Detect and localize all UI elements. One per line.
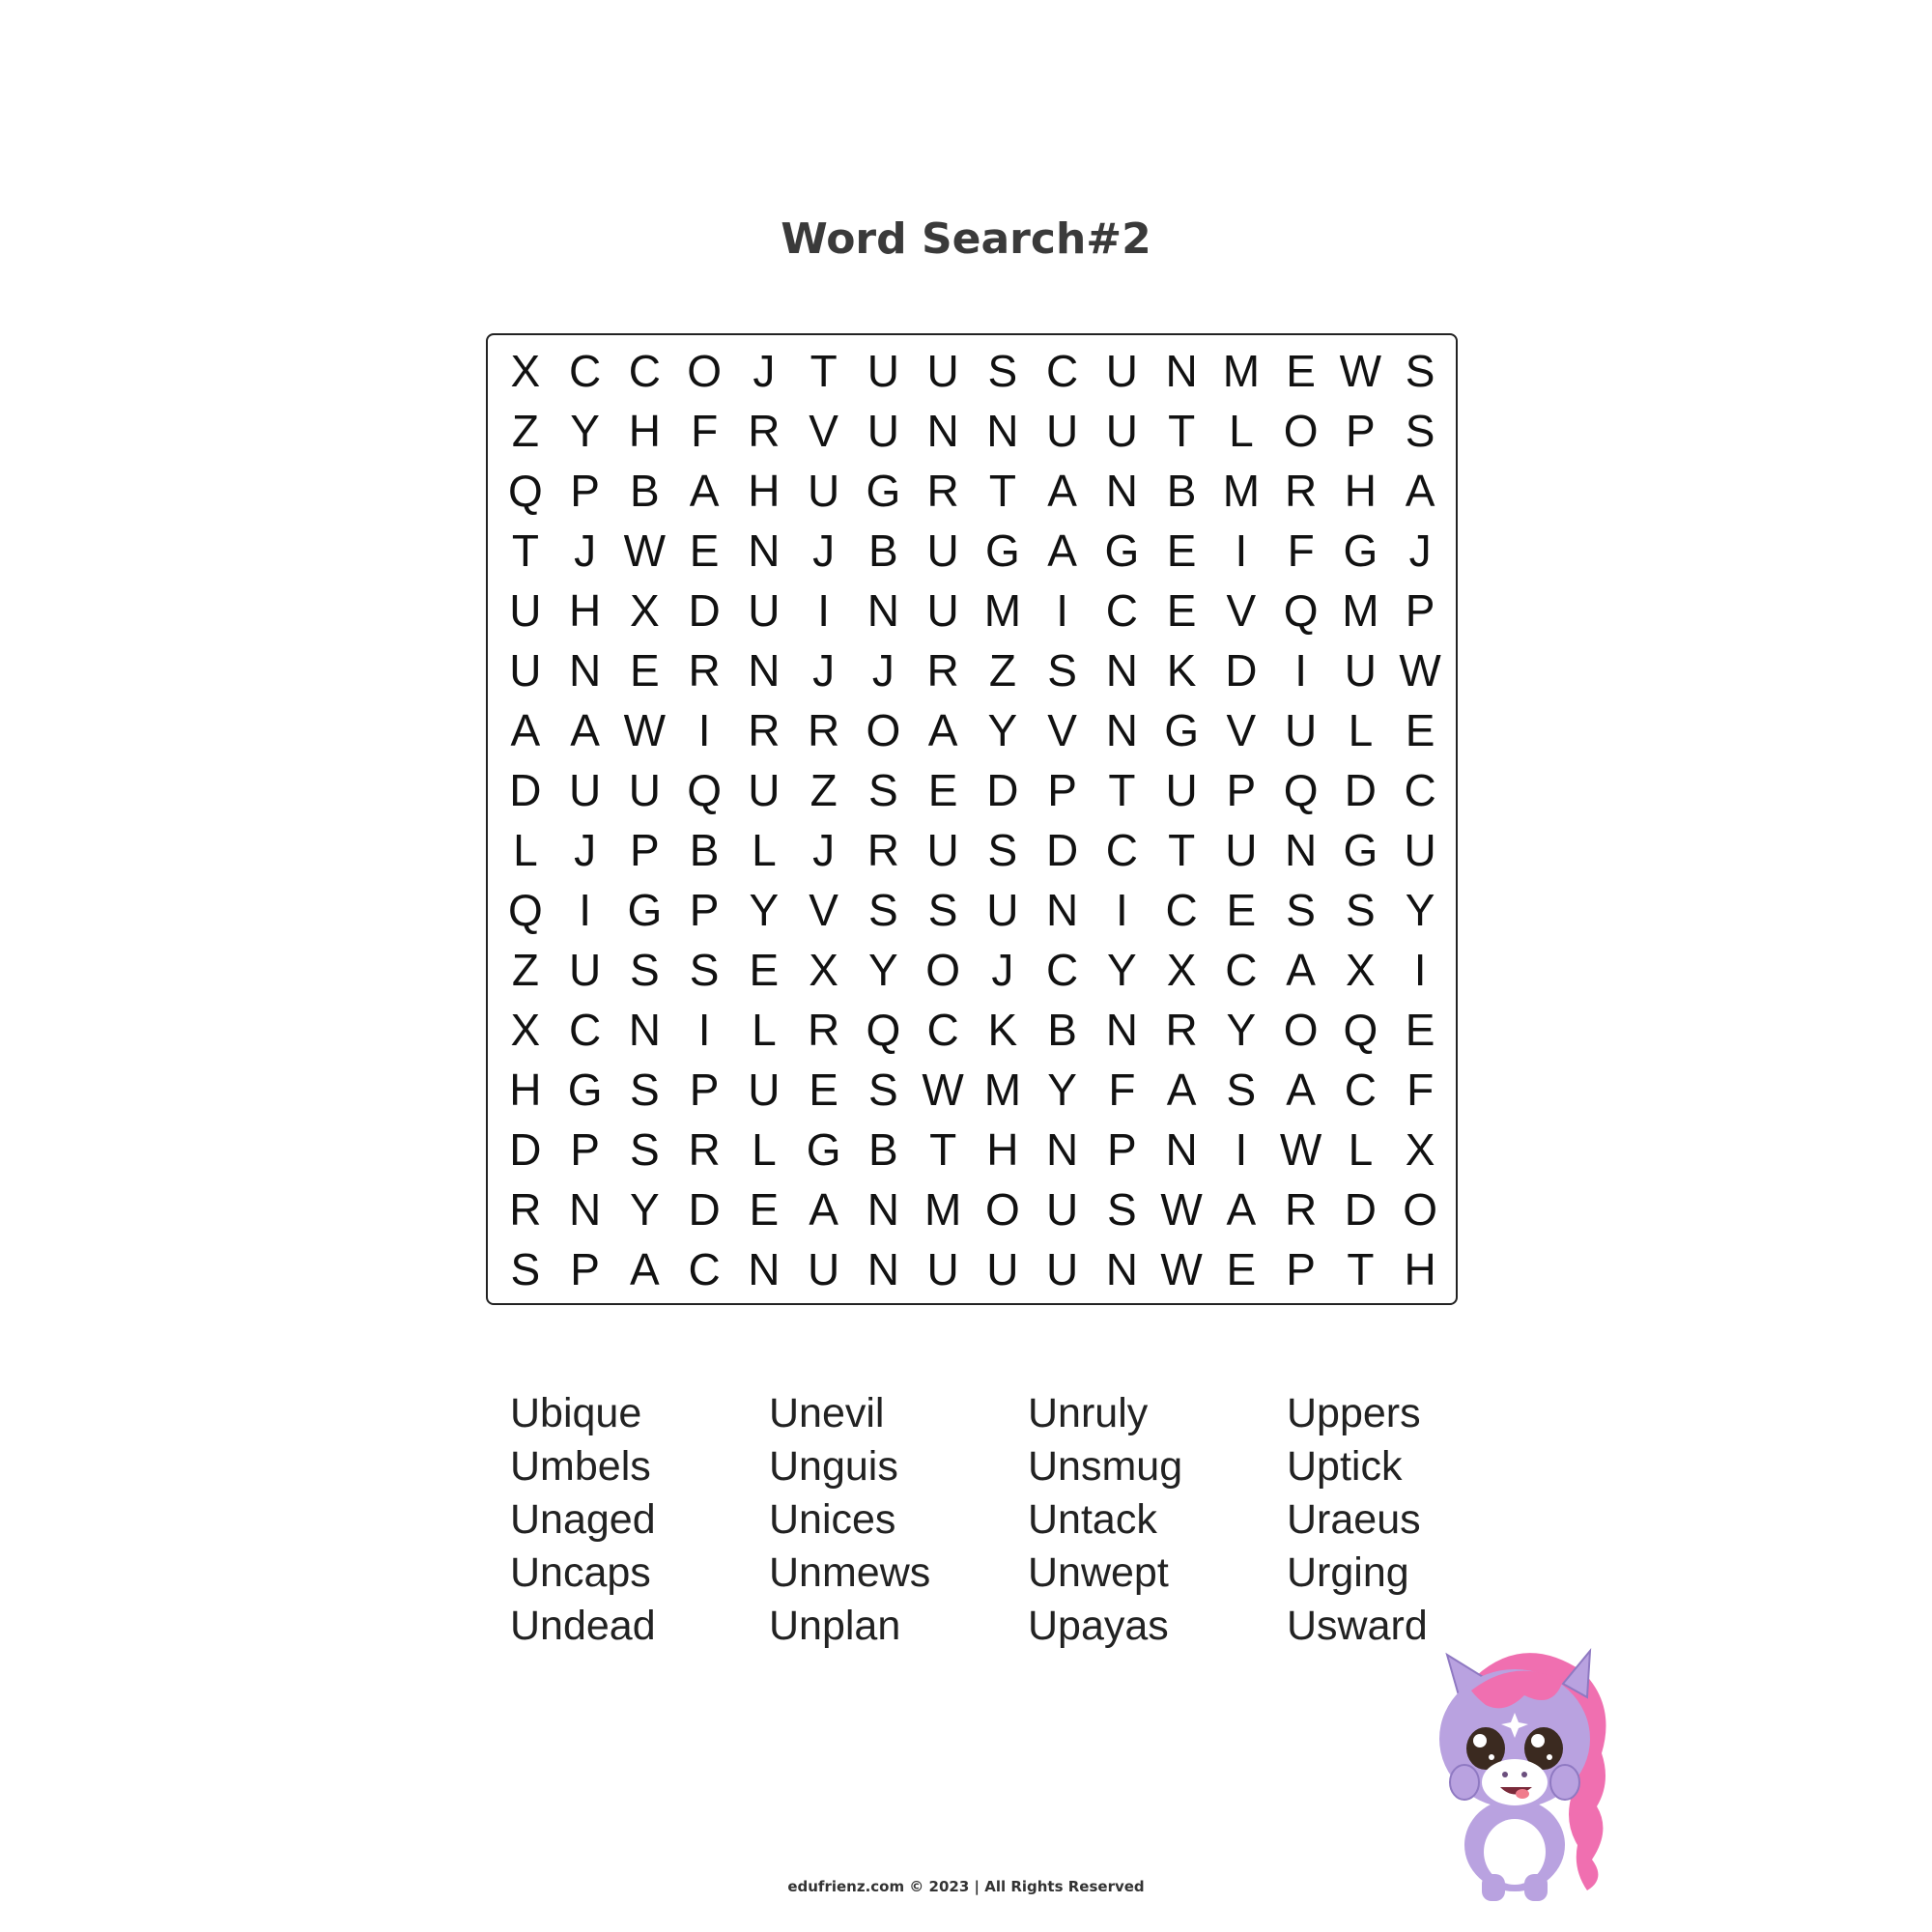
- grid-cell: I: [1115, 885, 1128, 935]
- grid-cell: C: [926, 1005, 959, 1055]
- grid-cell: P: [1226, 765, 1257, 815]
- grid-cell: U: [628, 765, 661, 815]
- grid-cell: D: [1344, 1184, 1377, 1235]
- grid-cell: R: [926, 645, 959, 696]
- grid-cell: P: [570, 1124, 600, 1175]
- grid-cell: C: [1344, 1065, 1377, 1115]
- grid-cell: I: [1235, 526, 1248, 576]
- grid-cell: S: [510, 1244, 541, 1294]
- grid-cell: I: [1056, 585, 1069, 636]
- grid-cell: L: [752, 1005, 777, 1055]
- grid-cell: U: [748, 1065, 781, 1115]
- word-list-item: Usward: [1287, 1603, 1428, 1649]
- grid-cell: U: [569, 765, 602, 815]
- grid-cell: N: [628, 1005, 661, 1055]
- grid-cell: I: [1413, 945, 1427, 995]
- grid-cell: Z: [810, 765, 838, 815]
- grid-cell: U: [1046, 1244, 1079, 1294]
- letter-grid: [486, 333, 1458, 1305]
- grid-cell: R: [926, 466, 959, 516]
- grid-cell: E: [927, 765, 958, 815]
- grid-cell: T: [1168, 825, 1196, 875]
- grid-cell: H: [1344, 466, 1377, 516]
- grid-cell: R: [808, 705, 840, 755]
- grid-cell: N: [748, 645, 781, 696]
- grid-cell: U: [808, 466, 840, 516]
- word-list: [510, 1387, 1553, 1653]
- grid-cell: E: [1226, 1244, 1257, 1294]
- grid-cell: T: [988, 466, 1016, 516]
- grid-cell: B: [1166, 466, 1197, 516]
- grid-cell: A: [809, 1184, 838, 1235]
- grid-cell: N: [867, 1184, 899, 1235]
- grid-cell: S: [868, 885, 898, 935]
- grid-cell: C: [1105, 585, 1138, 636]
- grid-cell: R: [1165, 1005, 1198, 1055]
- grid-cell: S: [987, 346, 1018, 396]
- grid-cell: W: [1160, 1244, 1203, 1294]
- grid-cell: U: [1046, 1184, 1079, 1235]
- grid-cell: A: [1166, 1065, 1197, 1115]
- grid-cell: N: [1105, 1244, 1138, 1294]
- grid-cell: R: [1285, 466, 1318, 516]
- grid-cell: Y: [630, 1184, 660, 1235]
- word-list-item: Uptick: [1287, 1443, 1403, 1490]
- word-list-item: Unevil: [769, 1390, 885, 1436]
- grid-cell: R: [748, 705, 781, 755]
- grid-cell: U: [1225, 825, 1258, 875]
- grid-cell: F: [691, 406, 719, 456]
- grid-cell: Y: [1226, 1005, 1257, 1055]
- grid-cell: N: [569, 645, 602, 696]
- grid-cell: W: [623, 705, 667, 755]
- grid-cell: S: [1047, 645, 1077, 696]
- word-list-item: Unruly: [1028, 1390, 1149, 1436]
- grid-cell: T: [511, 526, 539, 576]
- grid-cell: I: [697, 1005, 711, 1055]
- grid-cell: Y: [987, 705, 1018, 755]
- grid-cell: Y: [749, 885, 780, 935]
- grid-cell: V: [1226, 585, 1257, 636]
- grid-cell: T: [929, 1124, 957, 1175]
- grid-cell: E: [1405, 705, 1435, 755]
- grid-cell: O: [925, 945, 961, 995]
- grid-cell: B: [868, 1124, 898, 1175]
- grid-cell: Z: [511, 945, 539, 995]
- grid-cell: E: [1226, 885, 1257, 935]
- grid-cell: P: [1047, 765, 1077, 815]
- grid-cell: V: [1047, 705, 1077, 755]
- grid-cell: P: [1286, 1244, 1316, 1294]
- copyright-footer: edufrienz.com © 2023 | All Rights Reserved: [787, 1878, 1145, 1895]
- grid-cell: W: [1399, 645, 1441, 696]
- grid-cell: O: [1283, 406, 1319, 456]
- word-list-item: Unmews: [769, 1549, 931, 1596]
- grid-cell: S: [1405, 406, 1435, 456]
- grid-cell: V: [1226, 705, 1257, 755]
- grid-cell: G: [1343, 825, 1378, 875]
- grid-cell: X: [510, 346, 541, 396]
- grid-cell: N: [1105, 1005, 1138, 1055]
- grid-cell: H: [628, 406, 661, 456]
- grid-cell: C: [569, 346, 602, 396]
- grid-cell: T: [1108, 765, 1136, 815]
- grid-cell: O: [1283, 1005, 1319, 1055]
- grid-cell: S: [1405, 346, 1435, 396]
- grid-cell: N: [1165, 346, 1198, 396]
- grid-cell: Q: [866, 1005, 901, 1055]
- grid-cell: Q: [507, 466, 543, 516]
- grid-cell: G: [866, 466, 901, 516]
- grid-cell: G: [1104, 526, 1140, 576]
- grid-cell: R: [688, 1124, 721, 1175]
- grid-cell: U: [748, 585, 781, 636]
- word-list-item: Ubique: [510, 1390, 642, 1436]
- grid-cell: D: [509, 765, 542, 815]
- grid-cell: L: [752, 825, 777, 875]
- word-list-item: Unsmug: [1028, 1443, 1183, 1490]
- grid-cell: U: [1165, 765, 1198, 815]
- grid-cell: S: [868, 1065, 898, 1115]
- grid-cell: U: [1285, 705, 1318, 755]
- grid-cell: H: [509, 1065, 542, 1115]
- grid-cell: X: [1405, 1124, 1435, 1175]
- grid-cell: U: [1404, 825, 1436, 875]
- grid-cell: N: [569, 1184, 602, 1235]
- grid-cell: X: [809, 945, 838, 995]
- grid-cell: J: [753, 346, 776, 396]
- grid-cell: C: [1046, 346, 1079, 396]
- grid-cell: X: [510, 1005, 541, 1055]
- grid-cell: P: [570, 466, 600, 516]
- grid-cell: J: [812, 526, 836, 576]
- grid-cell: R: [808, 1005, 840, 1055]
- grid-cell: R: [688, 645, 721, 696]
- grid-cell: C: [688, 1244, 721, 1294]
- grid-cell: C: [1225, 945, 1258, 995]
- grid-cell: S: [630, 1065, 660, 1115]
- grid-cell: V: [809, 406, 838, 456]
- grid-cell: U: [1105, 406, 1138, 456]
- grid-cell: E: [1405, 1005, 1435, 1055]
- grid-cell: E: [689, 526, 720, 576]
- grid-cell: E: [749, 1184, 780, 1235]
- grid-cell: R: [867, 825, 899, 875]
- word-list-item: Undead: [510, 1603, 656, 1649]
- grid-cell: A: [1286, 1065, 1316, 1115]
- grid-cell: Y: [1107, 945, 1137, 995]
- grid-cell: G: [1343, 526, 1378, 576]
- grid-cell: S: [1226, 1065, 1257, 1115]
- grid-cell: W: [922, 1065, 964, 1115]
- grid-cell: I: [697, 705, 711, 755]
- word-list-item: Unices: [769, 1496, 896, 1543]
- grid-cell: C: [1404, 765, 1436, 815]
- unicorn-mascot-icon: [1418, 1637, 1631, 1908]
- grid-cell: D: [1225, 645, 1258, 696]
- grid-cell: J: [1408, 526, 1432, 576]
- grid-cell: C: [1046, 945, 1079, 995]
- grid-cell: A: [1226, 1184, 1257, 1235]
- word-list-item: Unwept: [1028, 1549, 1169, 1596]
- grid-cell: S: [868, 765, 898, 815]
- grid-cell: U: [569, 945, 602, 995]
- word-list-item: Upayas: [1028, 1603, 1169, 1649]
- grid-cell: O: [984, 1184, 1020, 1235]
- grid-cell: W: [1339, 346, 1382, 396]
- grid-cell: B: [689, 825, 720, 875]
- word-list-item: Untack: [1028, 1496, 1157, 1543]
- grid-cell: P: [689, 1065, 720, 1115]
- grid-cell: U: [926, 526, 959, 576]
- grid-cell: I: [579, 885, 592, 935]
- grid-cell: P: [1405, 585, 1435, 636]
- grid-cell: S: [987, 825, 1018, 875]
- grid-cell: S: [689, 945, 720, 995]
- grid-cell: U: [509, 585, 542, 636]
- grid-cell: P: [689, 885, 720, 935]
- grid-cell: N: [926, 406, 959, 456]
- grid-cell: B: [868, 526, 898, 576]
- grid-cell: G: [1164, 705, 1200, 755]
- grid-cell: G: [627, 885, 663, 935]
- grid-cell: R: [1285, 1184, 1318, 1235]
- grid-cell: P: [570, 1244, 600, 1294]
- grid-cell: D: [1046, 825, 1079, 875]
- grid-cell: U: [1344, 645, 1377, 696]
- grid-cell: N: [1285, 825, 1318, 875]
- grid-cell: A: [689, 466, 720, 516]
- grid-cell: J: [812, 825, 836, 875]
- grid-cell: J: [991, 945, 1014, 995]
- grid-cell: U: [986, 1244, 1019, 1294]
- grid-cell: Z: [988, 645, 1016, 696]
- grid-cell: A: [1405, 466, 1435, 516]
- grid-cell: A: [570, 705, 600, 755]
- grid-cell: D: [1344, 765, 1377, 815]
- grid-cell: I: [1294, 645, 1308, 696]
- grid-cell: U: [926, 346, 959, 396]
- grid-cell: J: [871, 645, 895, 696]
- grid-cell: U: [808, 1244, 840, 1294]
- grid-cell: Q: [1343, 1005, 1378, 1055]
- grid-cell: U: [986, 885, 1019, 935]
- grid-cell: P: [1107, 1124, 1137, 1175]
- grid-cell: F: [1406, 1065, 1435, 1115]
- grid-cell: D: [688, 1184, 721, 1235]
- grid-cell: R: [748, 406, 781, 456]
- grid-cell: E: [1286, 346, 1316, 396]
- word-list-item: Uppers: [1287, 1390, 1421, 1436]
- grid-cell: A: [927, 705, 958, 755]
- grid-cell: S: [630, 1124, 660, 1175]
- grid-cell: C: [1105, 825, 1138, 875]
- grid-cell: O: [866, 705, 901, 755]
- grid-cell: N: [986, 406, 1019, 456]
- grid-cell: N: [1165, 1124, 1198, 1175]
- grid-cell: N: [867, 585, 899, 636]
- grid-cell: A: [1286, 945, 1316, 995]
- grid-cell: U: [867, 346, 899, 396]
- grid-cell: N: [748, 1244, 781, 1294]
- grid-cell: E: [630, 645, 660, 696]
- grid-cell: N: [748, 526, 781, 576]
- grid-cell: S: [1286, 885, 1316, 935]
- grid-cell: X: [1346, 945, 1376, 995]
- grid-cell: Z: [511, 406, 539, 456]
- grid-cell: D: [986, 765, 1019, 815]
- grid-cell: X: [630, 585, 660, 636]
- grid-cell: I: [1235, 1124, 1248, 1175]
- grid-cell: H: [748, 466, 781, 516]
- grid-cell: M: [1222, 346, 1261, 396]
- grid-cell: W: [623, 526, 667, 576]
- grid-cell: G: [806, 1124, 841, 1175]
- grid-cell: U: [1046, 406, 1079, 456]
- grid-cell: M: [1222, 466, 1261, 516]
- grid-cell: U: [1105, 346, 1138, 396]
- grid-cell: L: [513, 825, 538, 875]
- grid-cell: S: [630, 945, 660, 995]
- grid-cell: E: [1166, 585, 1197, 636]
- grid-cell: U: [926, 585, 959, 636]
- grid-cell: Q: [687, 765, 723, 815]
- grid-cell: P: [1346, 406, 1376, 456]
- grid-cell: D: [509, 1124, 542, 1175]
- grid-cell: T: [1168, 406, 1196, 456]
- grid-cell: E: [749, 945, 780, 995]
- grid-cell: G: [567, 1065, 603, 1115]
- page-title: Word Search#2: [781, 214, 1151, 264]
- grid-cell: U: [748, 765, 781, 815]
- grid-cell: N: [1105, 705, 1138, 755]
- grid-cell: O: [687, 346, 723, 396]
- grid-cell: F: [1287, 526, 1315, 576]
- grid-cell: U: [926, 1244, 959, 1294]
- grid-cell: U: [509, 645, 542, 696]
- grid-cell: Y: [868, 945, 898, 995]
- grid-cell: Q: [1283, 585, 1319, 636]
- grid-cell: Q: [507, 885, 543, 935]
- grid-cell: W: [1160, 1184, 1203, 1235]
- grid-cell: V: [809, 885, 838, 935]
- grid-cell: T: [810, 346, 838, 396]
- grid-cell: C: [628, 346, 661, 396]
- grid-cell: U: [867, 406, 899, 456]
- grid-cell: E: [1166, 526, 1197, 576]
- grid-cell: O: [1403, 1184, 1438, 1235]
- grid-cell: B: [630, 466, 660, 516]
- grid-cell: M: [983, 585, 1022, 636]
- grid-cell: J: [574, 526, 597, 576]
- grid-cell: L: [1348, 705, 1374, 755]
- grid-cell: N: [1046, 885, 1079, 935]
- grid-cell: H: [1404, 1244, 1436, 1294]
- grid-cell: N: [1105, 645, 1138, 696]
- grid-cell: W: [1279, 1124, 1322, 1175]
- grid-cell: G: [984, 526, 1020, 576]
- grid-cell: N: [1046, 1124, 1079, 1175]
- grid-cell: F: [1108, 1065, 1136, 1115]
- grid-cell: L: [752, 1124, 777, 1175]
- grid-cell: N: [1105, 466, 1138, 516]
- grid-cell: S: [927, 885, 958, 935]
- grid-cell: Y: [1405, 885, 1435, 935]
- grid-cell: J: [574, 825, 597, 875]
- grid-cell: L: [1229, 406, 1254, 456]
- grid-cell: X: [1166, 945, 1197, 995]
- word-list-item: Unplan: [769, 1603, 901, 1649]
- word-list-item: Uraeus: [1287, 1496, 1421, 1543]
- grid-cell: M: [983, 1065, 1022, 1115]
- grid-cell: M: [923, 1184, 962, 1235]
- grid-cell: I: [817, 585, 831, 636]
- grid-cell: D: [688, 585, 721, 636]
- grid-cell: L: [1348, 1124, 1374, 1175]
- word-list-item: Unaged: [510, 1496, 656, 1543]
- grid-cell: P: [630, 825, 660, 875]
- grid-cell: S: [1107, 1184, 1137, 1235]
- grid-cell: A: [510, 705, 541, 755]
- grid-cell: U: [926, 825, 959, 875]
- grid-cell: K: [987, 1005, 1018, 1055]
- grid-cell: A: [1047, 526, 1077, 576]
- grid-cell: H: [569, 585, 602, 636]
- grid-cell: Q: [1283, 765, 1319, 815]
- grid-cell: C: [1165, 885, 1198, 935]
- grid-cell: M: [1342, 585, 1379, 636]
- grid-cell: C: [569, 1005, 602, 1055]
- grid-cell: H: [986, 1124, 1019, 1175]
- grid-cell: B: [1047, 1005, 1077, 1055]
- word-list-item: Umbels: [510, 1443, 651, 1490]
- grid-cell: R: [509, 1184, 542, 1235]
- grid-cell: E: [809, 1065, 838, 1115]
- grid-cell: N: [867, 1244, 899, 1294]
- grid-cell: T: [1347, 1244, 1375, 1294]
- grid-cell: S: [1346, 885, 1376, 935]
- grid-cell: Y: [570, 406, 600, 456]
- word-list-item: Urging: [1287, 1549, 1409, 1596]
- grid-cell: K: [1166, 645, 1197, 696]
- grid-cell: J: [812, 645, 836, 696]
- grid-cell: A: [1047, 466, 1077, 516]
- word-list-item: Uncaps: [510, 1549, 651, 1596]
- grid-cell: A: [630, 1244, 660, 1294]
- word-list-item: Unguis: [769, 1443, 898, 1490]
- grid-cell: Y: [1047, 1065, 1077, 1115]
